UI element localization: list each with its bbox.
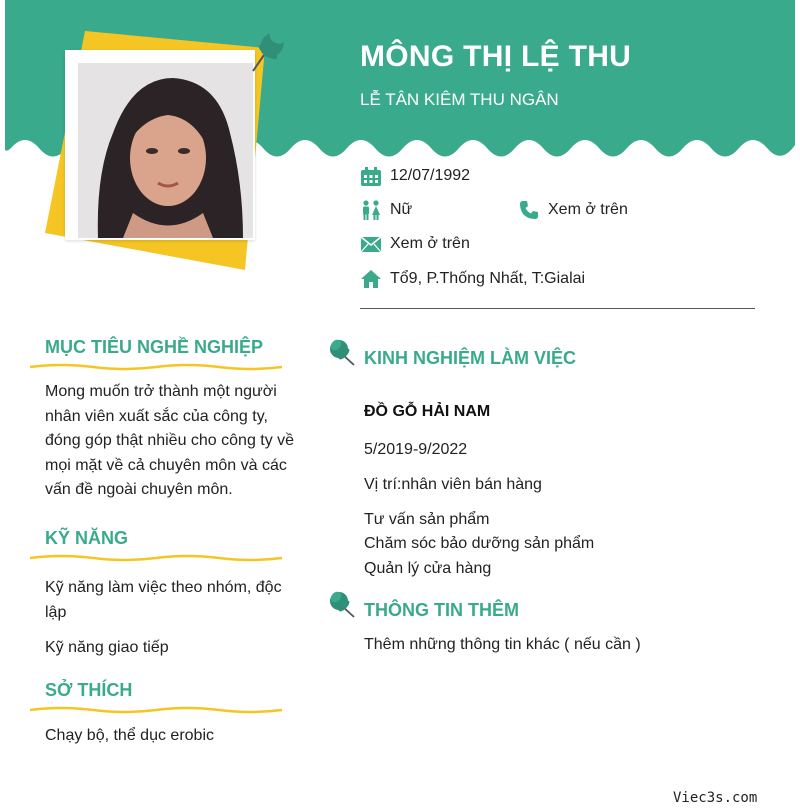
push-pin-icon [328, 338, 356, 366]
home-icon [360, 269, 382, 289]
address-row [360, 269, 585, 289]
duty-item: Quản lý cửa hàng [364, 560, 492, 577]
skills-underline [30, 553, 282, 563]
objective-text: Mong muốn trở thành một người nhân viên xuất sắc của công ty, đóng góp thật nhiều cho công ty về mọi mặt về cả chuyên môn và các vấn đề ngoài chuyên môn. [45, 383, 295, 498]
email-icon [360, 234, 382, 254]
extra-info-heading: THÔNG TIN THÊM [364, 600, 519, 620]
footer-brand: Viec3s.com [673, 790, 758, 806]
gender-row [360, 200, 412, 220]
work-period: 5/2019-9/2022 [364, 441, 468, 458]
skill-item: Kỹ năng giao tiếp [45, 639, 169, 656]
job-title: LỄ TÂN KIÊM THU NGÂN [360, 90, 559, 109]
phone-value: Xem ở trên [548, 201, 628, 218]
hobbies-heading: SỞ THÍCH [45, 680, 133, 700]
skill-item: Kỹ năng làm việc theo nhóm, độc lập [45, 579, 282, 621]
candidate-name: MÔNG THỊ LỆ THU [360, 40, 632, 73]
calendar-icon [360, 166, 382, 186]
objective-heading: MỤC TIÊU NGHỀ NGHIỆP [45, 337, 264, 357]
birthdate-value: 12/07/1992 [390, 167, 471, 184]
birthdate-row [360, 166, 470, 186]
email-row [360, 234, 470, 254]
gender-icon [360, 200, 382, 220]
phone-icon [518, 200, 540, 220]
extra-info-text: Thêm những thông tin khác ( nếu cần ) [364, 636, 641, 653]
work-position: Vị trí:nhân viên bán hàng [364, 476, 542, 493]
email-value: Xem ở trên [390, 235, 470, 252]
phone-row [518, 200, 628, 220]
skills-heading: KỸ NĂNG [45, 528, 129, 548]
experience-heading: KINH NGHIỆM LÀM VIỆC [364, 348, 577, 368]
header-divider [360, 308, 755, 309]
duty-item: Chăm sóc bảo dưỡng sản phẩm [364, 535, 595, 552]
profile-photo-area [40, 28, 280, 273]
address-value: Tổ9, P.Thống Nhất, T:Gialai [390, 270, 586, 287]
photo-frame [65, 50, 255, 240]
objective-underline [30, 362, 282, 372]
hobbies-underline [30, 705, 282, 715]
hobbies-text: Chạy bộ, thể dục erobic [45, 727, 214, 744]
push-pin-icon [250, 25, 290, 73]
company-name: ĐỒ GỖ HẢI NAM [364, 403, 491, 420]
duty-item: Tư vấn sản phẩm [364, 511, 490, 528]
push-pin-icon [328, 590, 356, 618]
gender-value: Nữ [390, 201, 413, 218]
avatar [78, 63, 253, 238]
